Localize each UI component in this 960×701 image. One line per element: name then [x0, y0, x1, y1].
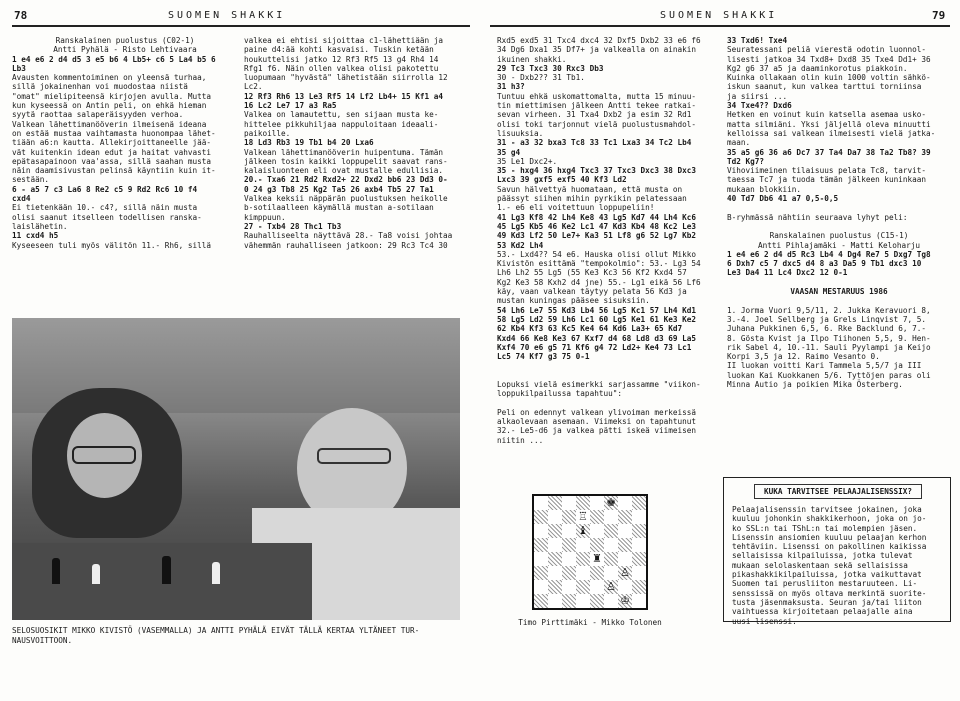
right-col2-line: 3.-4. Joel Sellberg ja Grels Linqvist 7, 5. [727, 314, 927, 324]
left-col1-line: on estää mustaa vaihtamasta huonompaa lähet- [12, 128, 216, 138]
right-col2-line: VAASAN MESTARUUS 1986 [790, 287, 888, 297]
right-col2-line: Vihoviimeinen tilaisuus pelata Tc8, tarvit- [727, 166, 927, 176]
left-col2-line: kalaisluonteen eli ovat mustalle edullisia. [244, 166, 444, 176]
right-col1-line: Kg2 Ke3 58 Kxh2 d4 jne) 55.- Lg1 eikä 56 Lf6 [497, 277, 701, 287]
board-square [548, 566, 562, 580]
left-col1-line: Avausten kommentoiminen on yleensä turhaa, [12, 73, 207, 83]
board-square [604, 566, 618, 580]
left-col1-line: sillä jokainenhan voi muodostaa niistä [12, 82, 188, 92]
left-col2-line: kimppuun. [244, 212, 286, 222]
left-running-head: SUOMEN SHAKKI [168, 10, 286, 21]
right-col2-line: maan. [727, 138, 751, 148]
right-col1-line: tin miettimisen jälkeen Antti tekee ratkai- [497, 101, 697, 111]
board-square [562, 580, 576, 594]
right-col1-line: käy, vaan valkean täytyy pelata 56 Kd3 ja [497, 287, 687, 297]
board-square [548, 552, 562, 566]
right-column-2 [727, 36, 951, 389]
left-col1-line: näin daamisivustan pelinsä käyntiin kuin it- [12, 166, 216, 176]
board-square [590, 566, 604, 580]
board-square [534, 566, 548, 580]
right-col2-line: lisesti jatkoa 34 Txd8+ Dxd8 35 Txe4 Dd1+ 36 [727, 54, 931, 64]
board-square [590, 594, 604, 608]
right-col2-line: 1. Jorma Vuori 9,5/11, 2. Jukka Keravuori 8, [727, 305, 931, 315]
right-col2-line: kelloissa sai valkean ilmeisesti vielä jatka- [727, 128, 936, 138]
left-col1-line: tiään a6:n kautta. Allekirjoittaneelle jää- [12, 138, 212, 148]
left-col1-line: Antti Pyhälä - Risto Lehtivaara [53, 45, 197, 55]
board-square [576, 580, 590, 594]
left-col2-line: Rfg1 f6. Näin ollen valkea olisi pakotettu [244, 63, 439, 73]
board-square [590, 496, 604, 510]
board-square [562, 552, 576, 566]
board-square [590, 538, 604, 552]
left-col1-line: syytä raottaa salaperäisyyden verhoa. [12, 110, 184, 120]
right-column-1 [497, 36, 721, 445]
left-col1-line: Valkean lähettimanööverin ilmeisenä ideana [12, 119, 207, 129]
chess-piece: ♔ [618, 594, 632, 608]
left-col2-line: 0 24 g3 Tb8 25 Kg2 Ta5 26 axb4 Tb5 27 Ta1 [244, 184, 434, 194]
right-col1-line: 31 - a3 32 bxa3 Tc8 33 Tc1 Lxa3 34 Tc2 Lb4 [497, 138, 692, 148]
board-square [548, 496, 562, 510]
left-col2-line: b-sotilaalleen käymällä mustan a-sotilaan [244, 203, 434, 213]
left-col1-line: cxd4 [12, 194, 31, 204]
right-col2-line: Juhana Pukkinen 6,5, 6. Rke Backlund 6, 7.- [727, 324, 927, 334]
right-col2-line: Minna Autio ja poikien Mika Österberg. [727, 379, 903, 389]
photo-caption: SELOSUOSIKIT MIKKO KIVISTÖ (VASEMMALLA) JA ANTTI PYHÄLÄ EIVÄT TÄLLÄ KERTAA YLTÄNEET TUR- NAUSVOITTOON. [12, 626, 420, 645]
chess-piece: ♙ [618, 566, 632, 580]
box-line: kuuluu johonkin shakkikerhoon, joka on jo- [732, 514, 927, 524]
right-col2-line: Antti Pihlajamäki - Matti Keloharju [758, 240, 920, 250]
right-col2-line: Hetken en voinut kuin katsella asemaa usko- [727, 110, 927, 120]
right-col2-line: Td2 Kg7? [727, 156, 765, 166]
right-col2-line: Ranskalainen puolustus (C15-1) [769, 231, 909, 241]
left-col1-line: olisi saanut itselleen todellisen ranska- [12, 212, 202, 222]
right-col1-line: olisi toki tarjonnut vielä puolustusmahdol- [497, 119, 697, 129]
right-col1-line: 30 - Dxb2?? 31 Tb1. [497, 73, 585, 83]
left-col1-line: 6 - a5 7 c3 La6 8 Re2 c5 9 Rd2 Rc6 10 f4 [12, 184, 198, 194]
right-col2-line: ja siirsi ... [727, 91, 788, 101]
board-square [604, 510, 618, 524]
right-col1-line: alkaolevaan asemaan. Viimeksi on tapahtunut [497, 417, 697, 427]
left-col2-line: paikoille. [244, 128, 291, 138]
board-square [576, 594, 590, 608]
right-col1-line: 34 Dg6 Dxa1 35 Df7+ ja valkealla on ainakin [497, 45, 697, 55]
board-square [590, 510, 604, 524]
box-line: Suomen tai perusliiton mestaruuteen. Li- [732, 579, 918, 589]
right-col1-line: 54 Lh6 Le7 55 Kd3 Lb4 56 Lg5 Kc1 57 Lh4 Kd1 [497, 305, 697, 315]
board-square [632, 580, 646, 594]
right-col1-line: 35 Le1 Dxc2+. [497, 156, 558, 166]
right-col2-line: iskun saanut, kun valkea tarttui torniinsa [727, 82, 922, 92]
left-col2-line: hittelee pikkuhiljaa nappuloitaan ideaali- [244, 119, 439, 129]
board-square [618, 580, 632, 594]
box-line: vaihtuessa kirjoitetaan pelaajalle aina [732, 607, 913, 617]
left-col2-line: houkuttelisi jatko 12 Rf3 Rf5 13 g4 Rh4 14 [244, 54, 439, 64]
left-col1-line: Kyseeseen tuli myös välitön 11.- Rh6, sillä [12, 240, 212, 250]
left-col1-line: Lb3 [12, 63, 26, 73]
board-square [604, 552, 618, 566]
right-col1-line: 1.- e6 eli voitettuun loppupeliin! [497, 203, 655, 213]
right-col2-line [727, 296, 951, 305]
board-square [562, 524, 576, 538]
right-col1-line: 31 h3? [497, 82, 525, 92]
right-col1-line: Peli on edennyt valkean ylivoiman merkeissä [497, 407, 697, 417]
box-text [732, 505, 944, 626]
right-col1-line: Rxd5 exd5 31 Txc4 dxc4 32 Dxf5 Dxb2 33 e6 f6 [497, 36, 701, 45]
board-square [548, 580, 562, 594]
left-col1-line: sestään. [12, 175, 50, 185]
right-col1-line: lisuuksia. [497, 128, 544, 138]
right-col1-line: Lopuksi vielä esimerkki sarjassamme "viikon- [497, 379, 701, 389]
left-column-2 [244, 36, 470, 250]
right-running-head: SUOMEN SHAKKI [660, 10, 778, 21]
board-square [576, 538, 590, 552]
left-col2-line: paine d4:ää kohti kasvaisi. Tuskin ketään [244, 45, 434, 55]
left-col2-line: 16 Lc2 Le7 17 a3 Ra5 [244, 101, 337, 111]
right-col1-line [497, 361, 721, 370]
box-line: tusta jäsenmaksusta. Seuran ja/tai liiton [732, 597, 922, 607]
right-col2-line: Kg2 g6 37 a5 ja daaminkorotus piakkoin. [727, 63, 908, 73]
right-header-rule [490, 25, 950, 27]
board-square [562, 566, 576, 580]
right-col2-line: Seuratessani peliä vierestä odotin luonnol- [727, 45, 927, 55]
right-col1-line: Lh6 Lh2 55 Lg5 (55 Ke3 Kc3 56 Kf2 Kxd4 57 [497, 268, 687, 278]
left-col2-line: Valkean lähettimanööverin huipentuma. Tämän [244, 147, 444, 157]
board-square [590, 524, 604, 538]
right-col2-line [727, 278, 951, 287]
chess-piece: ♖ [576, 510, 590, 524]
right-col2-line: 40 Td7 Db6 41 a7 0,5-0,5 [727, 194, 839, 204]
box-line: mukaan selolaskentaan sekä sellaisissa [732, 560, 908, 570]
board-square [548, 594, 562, 608]
license-info-box [723, 477, 951, 626]
players-photo [12, 318, 460, 620]
left-col1-line: "omat" mielipiteensä kirjojen avulla. Mutta [12, 91, 212, 101]
box-title: KUKA TARVITSEE PELAAJALISENSSIX? [754, 484, 922, 499]
right-col1-line: Savun hälvettyä huomataan, että musta on [497, 184, 683, 194]
right-col1-line: 41 Lg3 Kf8 42 Lh4 Ke8 43 Lg5 Kd7 44 Lh4 Kc6 [497, 212, 697, 222]
board-square [618, 510, 632, 524]
board-square [604, 594, 618, 608]
right-col1-line [497, 399, 721, 408]
box-line: ko SSL:n tai TShL:n tai molempien jäsen. [732, 523, 918, 533]
board-square [576, 566, 590, 580]
right-col2-line: Kuinka ollakaan olin kuin 1000 voltin sähkö- [727, 73, 931, 83]
right-col1-line: niitin ... [497, 435, 544, 445]
right-col1-line: 62 Kb4 Kf3 63 Kc5 Ke4 64 Kd6 La3+ 65 Kd7 [497, 324, 683, 334]
board-square [576, 496, 590, 510]
left-col2-line: Valkea on lamautettu, sen sijaan musta ke- [244, 110, 439, 120]
left-header-rule [12, 25, 470, 27]
board-square [562, 594, 576, 608]
chess-diagram [532, 494, 648, 610]
right-col2-line: B-ryhmässä nähtiin seuraava lyhyt peli: [727, 212, 908, 222]
right-col1-line: Lxc3 39 gxf5 exf5 40 Kf3 Ld2 [497, 175, 627, 185]
board-square [576, 552, 590, 566]
chess-board [534, 496, 646, 608]
left-column-1 [12, 36, 238, 250]
box-line: sellaisissa kilpailuissa, jotka tulevat [732, 551, 913, 561]
right-col2-line: Korpi 3,5 ja 12. Raimo Vesanto 0. [727, 352, 880, 362]
left-col1-line: 1 e4 e6 2 d4 d5 3 e5 b6 4 Lb5+ c6 5 La4 b5 6 [12, 54, 216, 64]
left-col1-line: epätasapainoon vaa'assa, sillä saahan musta [12, 156, 212, 166]
right-col1-line: sevan virheen. 31 Txa4 Dxb2 ja esim 32 Rd1 [497, 110, 692, 120]
board-square [632, 538, 646, 552]
box-line: pikashakkikilpailuissa, jotka vaikuttavat [732, 570, 922, 580]
right-col2-line [727, 222, 951, 231]
left-col2-line: 18 Ld3 Rb3 19 Tb1 b4 20 Lxa6 [244, 138, 374, 148]
board-square [632, 524, 646, 538]
board-square [562, 496, 576, 510]
left-col2-line: 27 - Txb4 28 Thc1 Tb3 [244, 221, 342, 231]
box-line: uusi lisenssi. [732, 616, 797, 626]
board-square [534, 552, 548, 566]
left-col1-line: 11 cxd4 h5 [12, 231, 59, 241]
board-square [534, 524, 548, 538]
right-col1-line: 49 Kd3 Lf2 50 Le7+ Ka3 51 Lf8 g6 52 Lg7 Kb2 [497, 231, 697, 241]
left-col2-line: vähemmän rauhalliseen jatkoon: 29 Rc3 Tc4 30 [244, 240, 448, 250]
board-square [534, 580, 548, 594]
right-col1-line: 32.- Le5-d6 ja valkea pätti iskeä viimeisen [497, 426, 697, 436]
board-square [632, 510, 646, 524]
board-square [618, 552, 632, 566]
box-line: Pelaajalisenssin tarvitsee jokainen, joka [732, 505, 922, 514]
right-col1-line: 35 g4 [497, 147, 521, 157]
left-col2-line: 12 Rf3 Rh6 13 Le3 Rf5 14 Lf2 Lb4+ 15 Kf1 a4 [244, 91, 444, 101]
right-col1-line: mustan kuningas pääsee sisuksiin. [497, 296, 650, 306]
right-col1-line: 35 - hxg4 36 hxg4 Txc3 37 Txc3 Dxc3 38 Dxc3 [497, 166, 697, 176]
right-col1-line: Kivistön esittämä "tempokolmio": 53.- Lg3 54 [497, 259, 701, 269]
right-col2-line: 1 e4 e6 2 d4 d5 Rc3 Lb4 4 Dg4 Re7 5 Dxg7 Tg8 [727, 249, 931, 259]
right-col1-line: loppukilpailussa tapahtuu": [497, 389, 622, 399]
board-square [562, 510, 576, 524]
box-line: senssissä on myös oltava merkintä suorite- [732, 588, 927, 598]
right-col2-line: Le3 Da4 11 Lc4 Dxc2 12 0-1 [727, 268, 848, 278]
board-square [534, 538, 548, 552]
right-col1-line: Kxd4 66 Ke8 Ke3 67 Kxf7 d4 68 Ld8 d3 69 La5 [497, 333, 697, 343]
chess-piece: ♜ [590, 552, 604, 566]
board-square [548, 510, 562, 524]
right-col1-line: 53.- Lxd4?? 54 e6. Hauska olisi ollut Mikko [497, 249, 697, 259]
board-square [534, 594, 548, 608]
right-page-number: 79 [932, 9, 946, 22]
right-col1-line: 45 Lg5 Kb5 46 Ke2 Lc1 47 Kd3 Kb4 48 Kc2 Le3 [497, 221, 697, 231]
right-col1-line: ikuinen shakki. [497, 54, 567, 64]
left-page-number: 78 [14, 9, 28, 22]
diagram-caption: Timo Pirttimäki - Mikko Tolonen [518, 618, 662, 627]
left-col2-line: 20.- Txa6 21 Rd2 Rxd2+ 22 Dxd2 bb6 23 Dd3 0- [244, 175, 448, 185]
board-square [590, 580, 604, 594]
board-square [604, 538, 618, 552]
right-col2-line: mukaan blokkiin. [727, 184, 802, 194]
right-col1-line: Lc5 74 Kf7 g3 75 0-1 [497, 352, 590, 362]
left-col1-line: laislähetin. [12, 221, 68, 231]
right-col1-line: päässyt siihen mihin pyrkikin pelatessaan [497, 194, 687, 204]
board-square [534, 496, 548, 510]
left-col2-line: luopumaan "hyvästä" lähetistään siirrolla 12 [244, 73, 448, 83]
right-col1-line: 58 Lg5 Ld2 59 Lh6 Lc1 60 Lg5 Ke1 61 Ke3 Ke2 [497, 314, 697, 324]
chess-piece: ♝ [576, 524, 590, 538]
board-square [618, 524, 632, 538]
right-col2-line: II luokan voitti Kari Tammela 5,5/7 ja III [727, 361, 922, 371]
chess-piece: ♚ [604, 496, 618, 510]
left-col2-line: Rauhalliseelta näyttävä 28.- Ta8 voisi johtaa [244, 231, 453, 241]
right-col2-line: luokan Kai Kuokkanen 5/6. Tyttöjen paras oli [727, 370, 931, 380]
left-col2-line: Lc2. [244, 82, 263, 92]
board-square [632, 566, 646, 580]
box-line: Lisenssin ansiomien kuuluu pelaajan kerhon [732, 532, 927, 542]
right-col1-line: Kxf4 70 e6 g5 71 Kf6 g4 72 Ld2+ Ke4 73 Lc1 [497, 342, 692, 352]
board-square [618, 538, 632, 552]
board-square [604, 524, 618, 538]
right-col2-line: taessa Tc7 ja tuoda tämän jälkeen kuninkaan [727, 175, 927, 185]
left-col1-line: vät kuitenkin idean edut ja haitat vahvasti [12, 147, 212, 157]
right-col1-line: Tuntuu ehkä uskomattomalta, mutta 15 minuu- [497, 91, 697, 101]
board-square [548, 538, 562, 552]
right-col2-line: 8. Gösta Kvist ja Ilpo Tiihonen 5,5, 9. Hen- [727, 333, 931, 343]
board-square [562, 538, 576, 552]
right-col2-line: 34 Txe4?? Dxd6 [727, 101, 792, 111]
left-col1-line: Ranskalainen puolustus (C02-1) [55, 36, 195, 45]
right-col2-line: 33 Txd6! Txe4 [727, 36, 788, 45]
left-col2-line: Valkea keksii näppärän puolustuksen heikolle [244, 194, 448, 204]
left-col1-line: kun kyseessä on Antin peli, on ehkä hieman [12, 101, 207, 111]
right-col2-line: 35 a5 g6 36 a6 Dc7 37 Ta4 Da7 38 Ta2 Tb8? 39 [727, 147, 931, 157]
left-col2-line: jälkeen tosin kaikki loppupelit saavat rans- [244, 156, 448, 166]
chess-piece: ♙ [604, 580, 618, 594]
right-col2-line: rik Sabel 4, 10.-11. Sauli Pyylampi ja Keijo [727, 342, 931, 352]
right-col1-line [497, 371, 721, 380]
board-square [632, 552, 646, 566]
left-col1-line: Ei tietenkään 10.- c4?, sillä näin musta [12, 203, 198, 213]
box-line: tehtäviin. Lisenssi on pakollinen kaikissa [732, 542, 927, 552]
right-col2-line [727, 203, 951, 212]
board-square [632, 594, 646, 608]
board-square [548, 524, 562, 538]
right-col2-line: 6 Dxh7 c5 7 dxc5 d4 8 a3 Da5 9 Tb1 dxc3 10 [727, 259, 922, 269]
left-col2-line: valkea ei ehtisi sijoittaa c1-lähettiään ja [244, 36, 444, 45]
board-square [632, 496, 646, 510]
right-col1-line: 53 Kd2 Lh4 [497, 240, 544, 250]
right-col1-line: 29 Tc3 Txc3 30 Rxc3 Db3 [497, 63, 604, 73]
board-square [618, 496, 632, 510]
board-square [534, 510, 548, 524]
right-col2-line: matta silmiäni. Yksi jäljellä oleva minuutti [727, 119, 931, 129]
